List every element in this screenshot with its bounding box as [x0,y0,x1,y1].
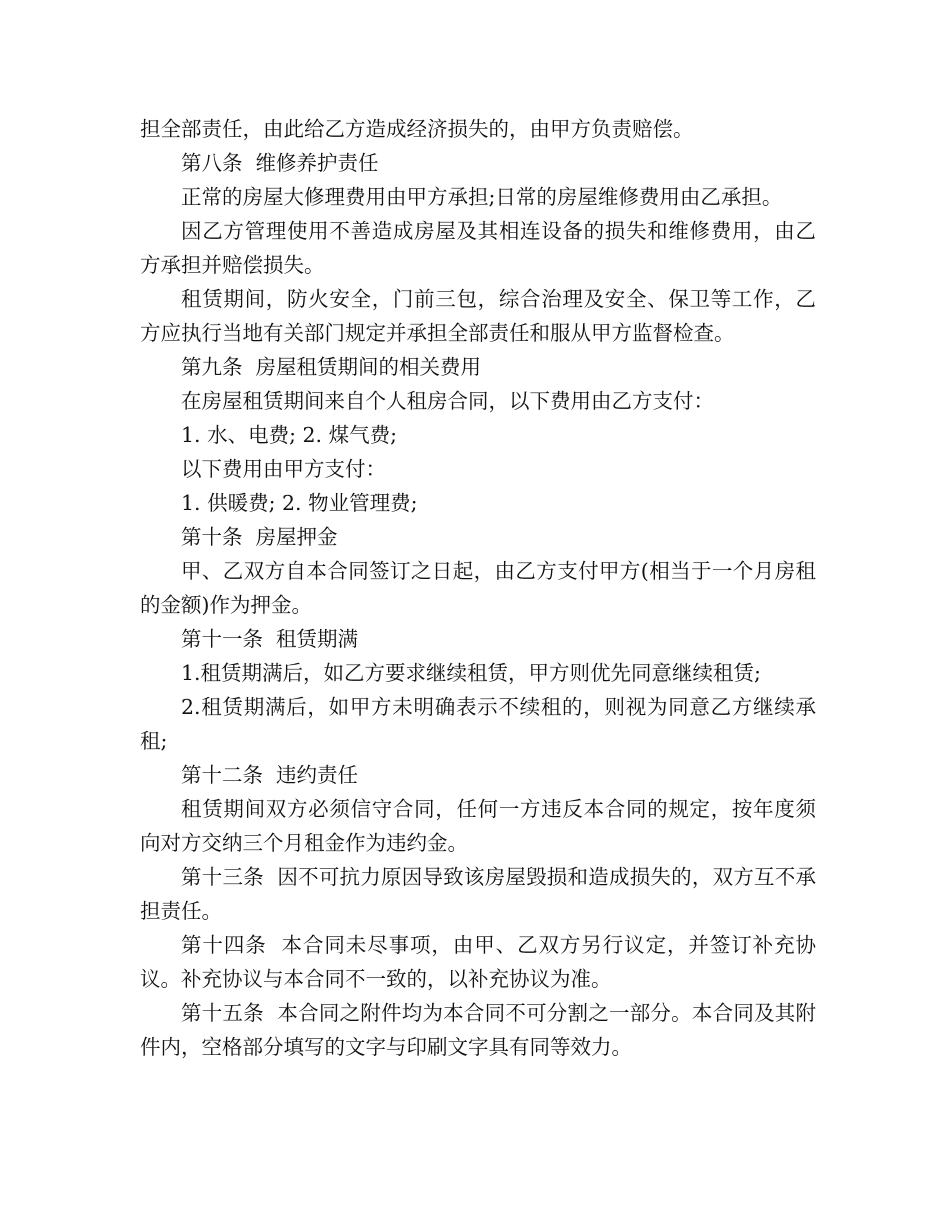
heading-article-12: 第十二条 违约责任 [181,763,359,787]
paragraph-1-continuation: 担全部责任，由此给乙方造成经济损失的，由甲方负责赔偿。 [140,117,694,141]
paragraph-safety-duties: 租赁期间，防火安全，门前三包，综合治理及安全、保卫等工作，乙方应执行当地有关部门规定并承担全部责任和服从甲方监督检查。 [140,287,816,345]
heading-article-8: 第八条 维修养护责任 [181,151,379,175]
paragraph-deposit: 甲、乙双方自本合同签订之日起，由乙方支付甲方(相当于一个月房租的金额)作为押金。 [140,559,816,617]
paragraph-tenant-fees-intro: 在房屋租赁期间来自个人租房合同，以下费用由乙方支付： [181,389,714,413]
heading-article-10: 第十条 房屋押金 [181,525,338,549]
paragraph-repair-costs: 正常的房屋大修理费用由甲方承担;日常的房屋维修费用由乙承担。 [181,185,783,209]
paragraph-article-13: 第十三条 因不可抗力原因导致该房屋毁损和造成损失的，双方互不承担责任。 [140,865,816,923]
paragraph-renewal-1: 1.租赁期满后，如乙方要求继续租赁，甲方则优先同意继续租赁; [181,661,761,685]
paragraph-renewal-2: 2.租赁期满后，如甲方未明确表示不续租的，则视为同意乙方继续承租; [140,695,816,753]
heading-article-11: 第十一条 租赁期满 [181,627,359,651]
paragraph-article-15: 第十五条 本合同之附件均为本合同不可分割之一部分。本合同及其附件内，空格部分填写的文字与印刷文字具有同等效力。 [140,1001,816,1059]
paragraph-breach: 租赁期间双方必须信守合同，任何一方违反本合同的规定，按年度须向对方交纳三个月租金作为违约金。 [140,797,816,855]
paragraph-landlord-fees-intro: 以下费用由甲方支付： [181,457,386,481]
heading-article-9: 第九条 房屋租赁期间的相关费用 [181,355,482,379]
paragraph-damage-liability: 因乙方管理使用不善造成房屋及其相连设备的损失和维修费用，由乙方承担并赔偿损失。 [140,219,816,277]
list-tenant-fees: 1. 水、电费; 2. 煤气费; [181,423,397,447]
paragraph-article-14: 第十四条 本合同未尽事项，由甲、乙双方另行议定，并签订补充协议。补充协议与本合同不一致的，以补充协议为准。 [140,933,816,991]
document-body [140,112,816,1064]
list-landlord-fees: 1. 供暖费; 2. 物业管理费; [181,491,418,515]
